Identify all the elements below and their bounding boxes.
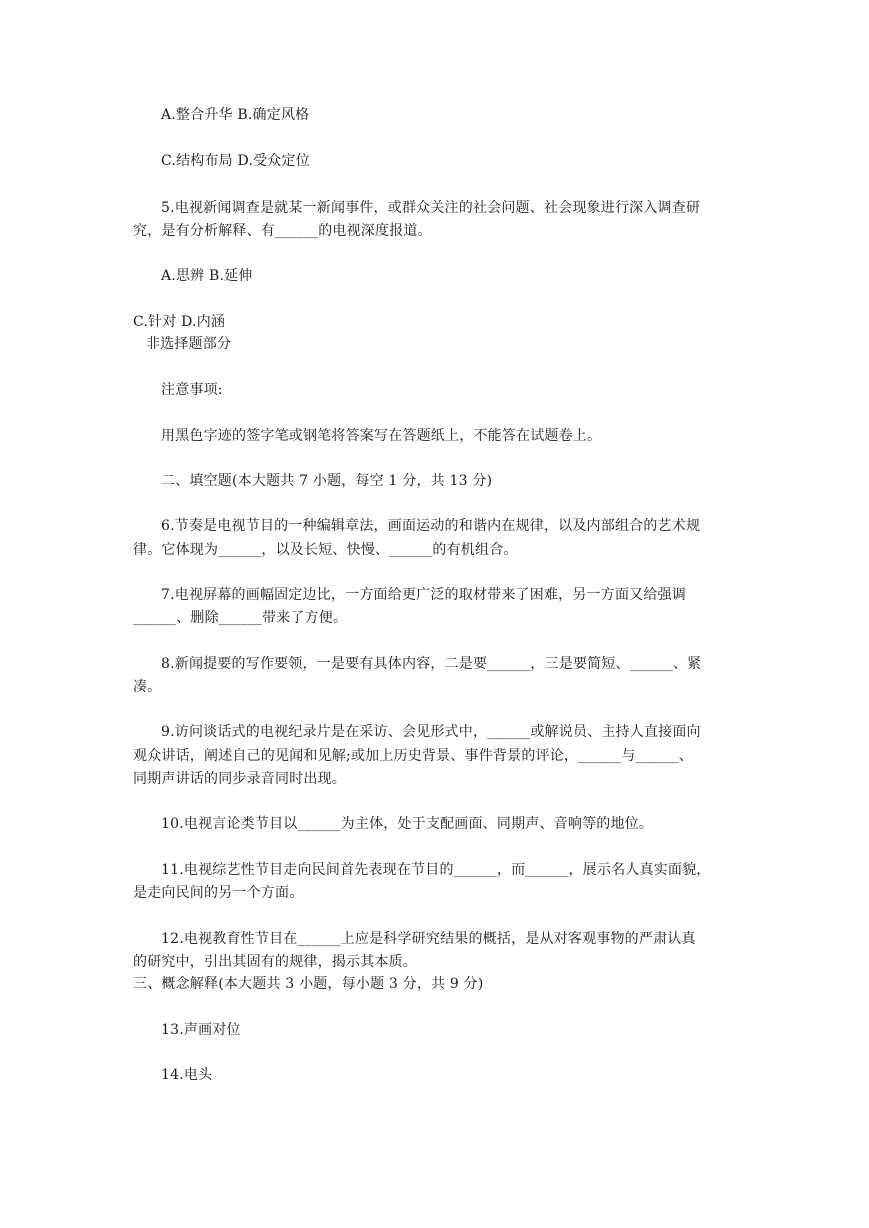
section-nonchoice-heading: 非选择题部分 xyxy=(146,336,232,352)
q9-line1: 9.访问谈话式的电视纪录片是在采访、会见形式中，______或解说员、主持人直接面向 xyxy=(161,724,701,740)
q9-line3: 同期声讲话的同步录音同时出现。 xyxy=(133,771,346,787)
q14-term: 14.电头 xyxy=(161,1067,213,1083)
section3-heading: 三、概念解释(本大题共 3 小题，每小题 3 分，共 9 分) xyxy=(133,976,484,992)
q5-options-line2: C.针对 D.内涵 xyxy=(133,314,226,330)
q6-line2: 律。它体现为______，以及长短、快慢、______的有机组合。 xyxy=(133,542,518,558)
q9-line2: 观众讲话，阐述自己的见闻和见解;或加上历史背景、事件背景的评论，______与______、 xyxy=(133,748,693,764)
q5-options-line1: A.思辨 B.延伸 xyxy=(161,268,253,284)
q7-line2: ______、删除______带来了方便。 xyxy=(133,610,348,626)
q13-term: 13.声画对位 xyxy=(161,1022,241,1038)
q11-line2: 是走向民间的另一个方面。 xyxy=(133,885,304,901)
q4-options-line1: A.整合升华 B.确定风格 xyxy=(161,107,310,123)
q6-line1: 6.节奏是电视节目的一种编辑章法，画面运动的和谐内在规律，以及内部组合的艺术规 xyxy=(161,518,701,534)
q12-line1: 12.电视教育性节目在______上应是科学研究结果的概括，是从对客观事物的严肃认真 xyxy=(161,931,696,947)
q5-line2: 究，是有分析解释、有______的电视深度报道。 xyxy=(133,223,432,239)
notice-body: 用黑色字迹的签字笔或钢笔将答案写在答题纸上，不能答在试题卷上。 xyxy=(161,428,602,444)
q5-line1: 5.电视新闻调查是就某一新闻事件，或群众关注的社会问题、社会现象进行深入调查研 xyxy=(161,200,701,216)
notice-heading: 注意事项: xyxy=(161,382,223,398)
q10-line1: 10.电视言论类节目以______为主体，处于支配画面、同期声、音响等的地位。 xyxy=(161,816,654,832)
q12-line2: 的研究中，引出其固有的规律，揭示其本质。 xyxy=(133,954,417,970)
q4-options-line2: C.结构布局 D.受众定位 xyxy=(161,153,310,169)
q7-line1: 7.电视屏幕的画幅固定边比，一方面给更广泛的取材带来了困难，另一方面又给强调 xyxy=(161,587,686,603)
q8-line2: 凑。 xyxy=(133,679,162,695)
q8-line1: 8.新闻提要的写作要领，一是要有具体内容，二是要______，三是要简短、______、紧 xyxy=(161,656,702,672)
section2-heading: 二、填空题(本大题共 7 小题，每空 1 分，共 13 分) xyxy=(161,473,493,489)
q11-line1: 11.电视综艺性节目走向民间首先表现在节目的______，而______，展示名人真实面貌， xyxy=(161,862,711,878)
